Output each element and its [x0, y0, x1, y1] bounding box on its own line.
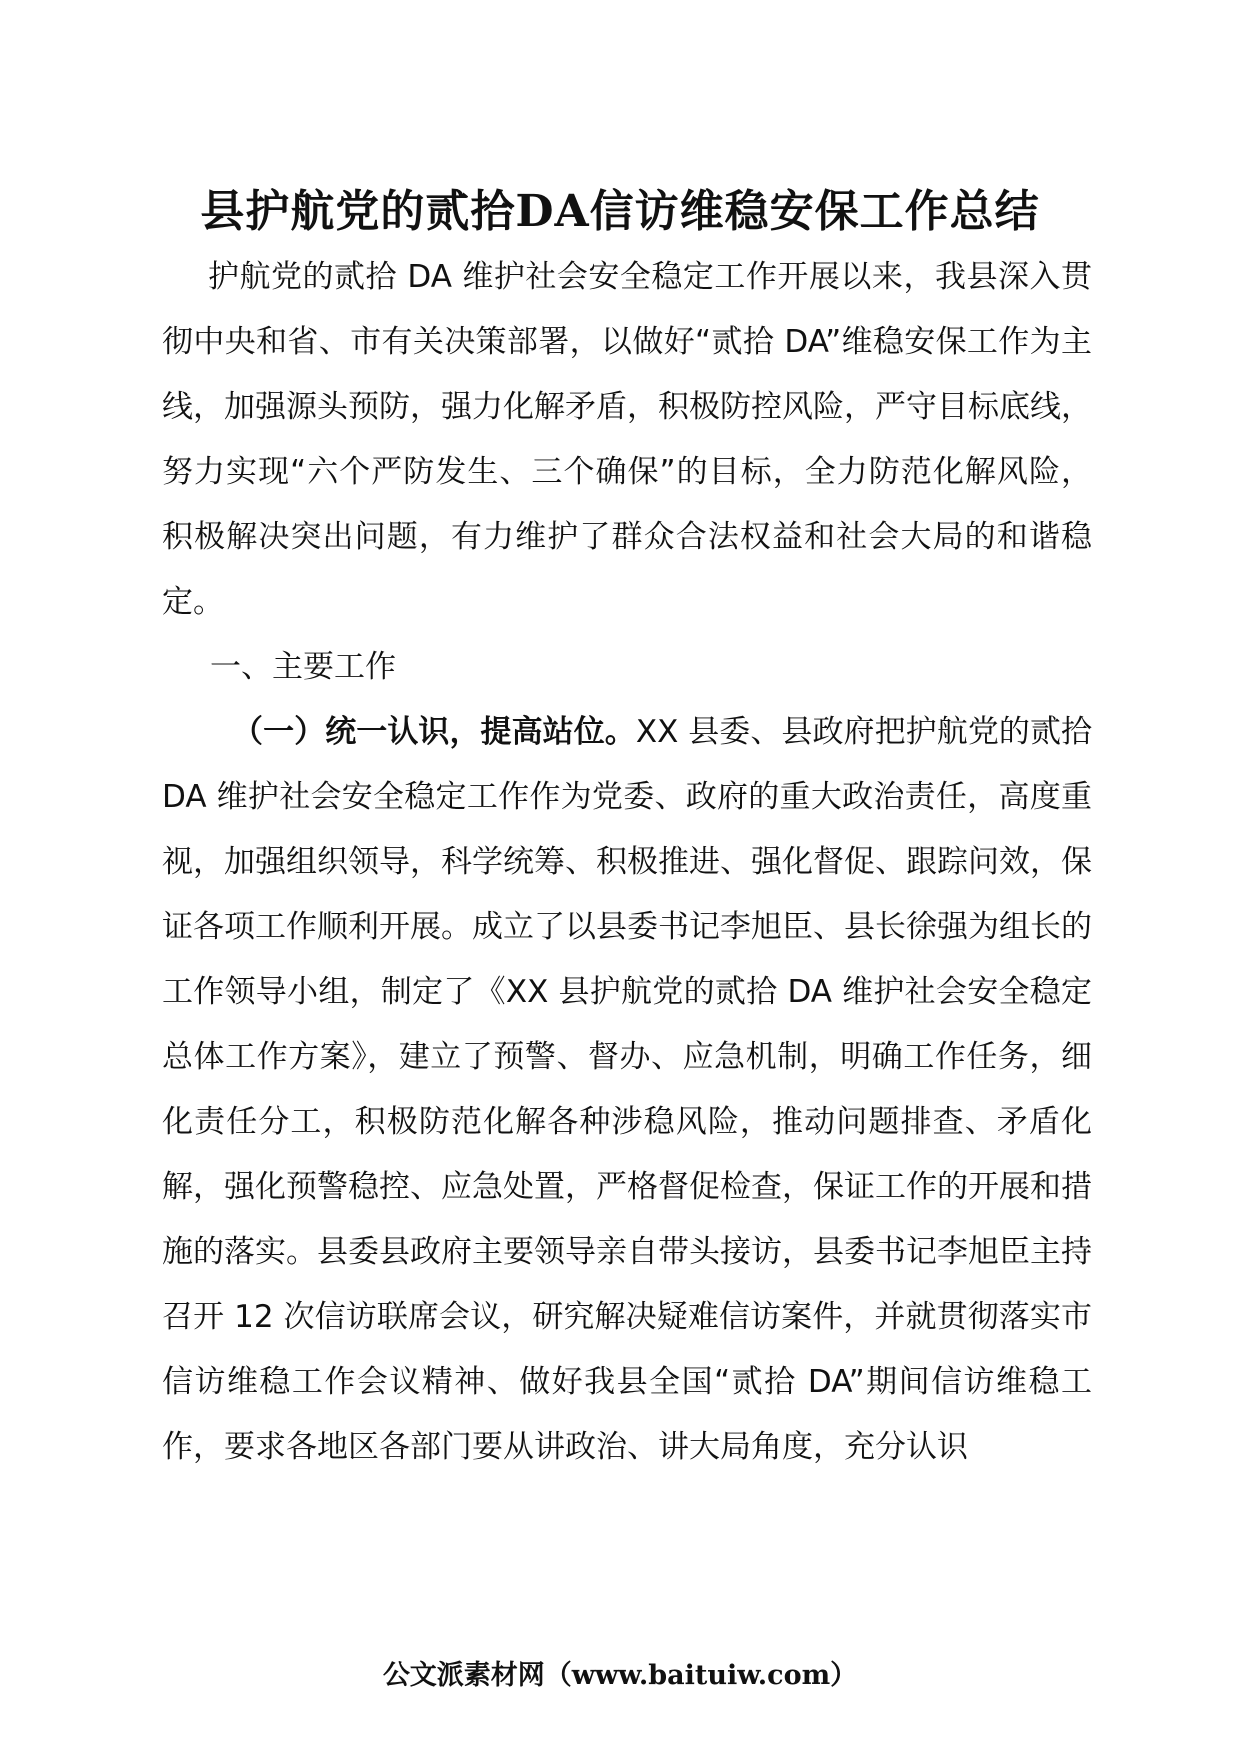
- document-body: [162, 245, 1092, 1480]
- page-footer: 公文派素材网（www.baituiw.com）: [382, 1660, 858, 1691]
- document-title: 县护航党的贰拾DA信访维稳安保工作总结: [200, 186, 1040, 237]
- subsection-paragraph: [162, 700, 1092, 1480]
- subsection-text: XX 县委、县政府把护航党的贰拾 DA 维护社会安全稳定工作作为党委、政府的重大政治责任，高度重视，加强组织领导，科学统筹、积极推进、强化督促、跟踪问效，保证各项工作顺利开展。成立了以县委书记李旭臣、县长徐强为组长的工作领导小组，制定了《XX 县护航党的贰拾 DA 维护社会安全稳定总体工作方案》，建立了预警、督办、应急机制，明确工作任务，细化责任分工，积极防范化解各种涉稳风险，推动问题排查、矛盾化解，强化预警稳控、应急处置，严格督促检查，保证工作的开展和措施的落实。县委县政府主要领导亲自带头接访，县委书记李旭臣主持召开 12 次信访联席会议，研究解决疑难信访案件，并就贯彻落实市信访维稳工作会议精神、做好我县全国“贰拾 DA”期间信访维稳工作，要求各地区各部门要从讲政治、讲大局角度，充分认识: [162, 714, 1093, 1465]
- section-heading: 一、主要工作: [210, 649, 396, 685]
- intro-paragraph: 护航党的贰拾 DA 维护社会安全稳定工作开展以来，我县深入贯彻中央和省、市有关决策部署，以做好“贰拾 DA”维稳安保工作为主线，加强源头预防，强力化解矛盾，积极防控风险，严守目标底线，努力实现“六个严防发生、三个确保”的目标，全力防范化解风险，积极解决突出问题，有力维护了群众合法权益和社会大局的和谐稳定。: [162, 259, 1092, 620]
- subsection-lead: （一）统一认识，提高站位。: [232, 714, 636, 750]
